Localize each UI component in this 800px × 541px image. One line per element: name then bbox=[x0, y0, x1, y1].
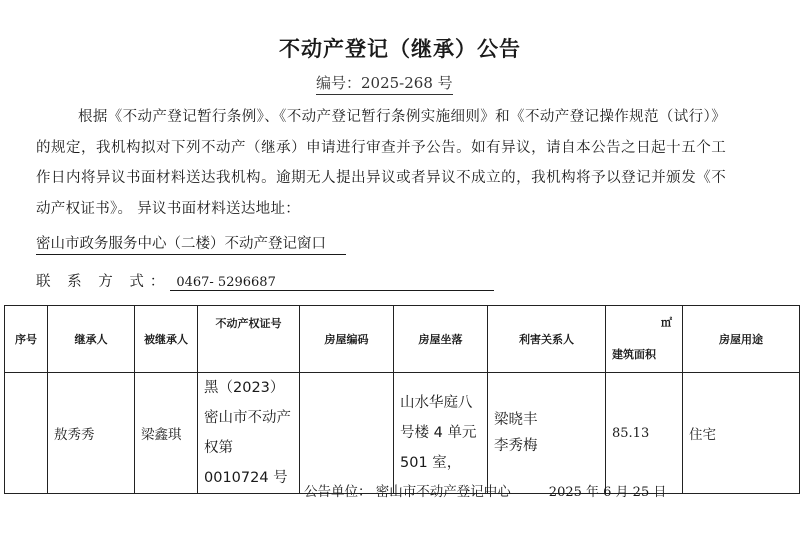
contact-line bbox=[36, 270, 494, 291]
header-stakeholders: 利害关系人 bbox=[488, 306, 606, 373]
objection-address: 密山市政务服务中心（二楼）不动产登记窗口 bbox=[36, 232, 346, 255]
cell-heir: 敖秀秀 bbox=[48, 373, 135, 494]
cell-usage: 住宅 bbox=[683, 373, 800, 494]
issue-date: 2025 年 6 月 25 日 bbox=[548, 485, 667, 500]
cell-cert-no bbox=[198, 373, 300, 494]
cell-area: 85.13 bbox=[606, 373, 683, 494]
header-seq: 序号 bbox=[5, 306, 48, 373]
header-area-unit: ㎡ bbox=[661, 316, 672, 329]
header-decedent: 被继承人 bbox=[135, 306, 198, 373]
cert-no-text: 黑（2023）密山市不动产权第 0010724 号 bbox=[204, 380, 291, 486]
notice-footer bbox=[304, 480, 666, 500]
contact-label: 联 系 方 式： bbox=[36, 274, 171, 290]
cell-seq bbox=[5, 373, 48, 494]
notice-body: 根据《不动产登记暂行条例》、《不动产登记暂行条例实施细则》和《不动产登记操作规范（试行）》的规定，我机构拟对下列不动产（继承）申请进行审查并予公告。如有异议，请自本公告之日起十五个工作日内将异议书面材料送达我机构。逾期无人提出异议或者异议不成立的，我机构将予以登记并颁发《不动产权证书》。 异议书面材料送达地址： bbox=[36, 109, 726, 217]
notice-title: 不动产登记（继承）公告 bbox=[279, 37, 521, 61]
contact-phone: 0467- 5296687 bbox=[170, 275, 494, 291]
cell-location bbox=[394, 373, 488, 494]
header-cert-no-label: 不动产权证号 bbox=[215, 317, 282, 330]
issuer: 公告单位： 密山市不动产登记中心 bbox=[304, 484, 511, 500]
header-heir: 继承人 bbox=[48, 306, 135, 373]
header-house-code: 房屋编码 bbox=[300, 306, 394, 373]
header-area-label: 建筑面积 bbox=[612, 348, 656, 361]
cell-house-code bbox=[300, 373, 394, 494]
stakeholder-name: 梁晓丰 bbox=[494, 412, 538, 428]
header-location: 房屋坐落 bbox=[394, 306, 488, 373]
table-header-row bbox=[5, 306, 800, 373]
registration-table bbox=[4, 305, 800, 494]
header-cert-no bbox=[198, 306, 300, 373]
table-row bbox=[5, 373, 800, 494]
location-text: 山水华庭八号楼 4 单元 501 室， bbox=[400, 395, 477, 471]
document-number: 编号：2025-268 号 bbox=[316, 72, 453, 95]
stakeholder-name: 李秀梅 bbox=[494, 438, 538, 454]
cell-decedent: 梁鑫琪 bbox=[135, 373, 198, 494]
header-area bbox=[606, 306, 683, 373]
cell-stakeholders bbox=[488, 373, 606, 494]
header-usage: 房屋用途 bbox=[683, 306, 800, 373]
